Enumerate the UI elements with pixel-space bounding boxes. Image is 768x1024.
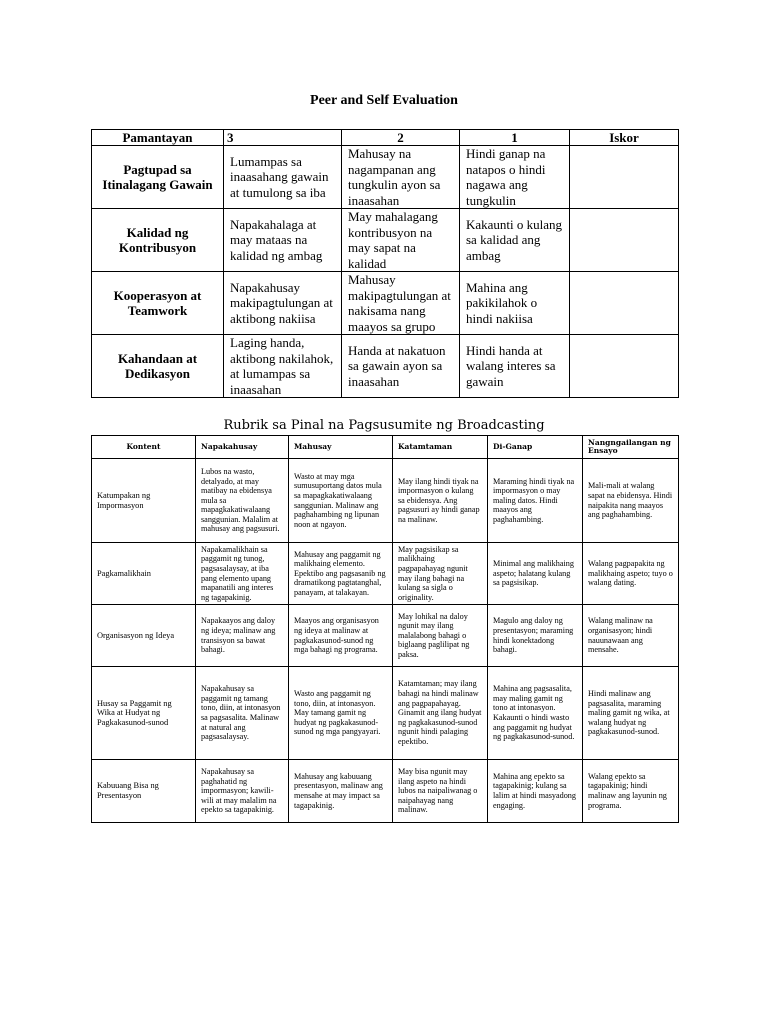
nangangailangan-cell: Mali-mali at walang sapat na ebidensya. Hindi naipakita nang maayos ang paghahambing.: [583, 459, 679, 543]
header-pamantayan: Pamantayan: [92, 130, 224, 146]
katamtaman-cell: Katamtaman; may ilang bahagi na hindi malinaw ang pagpapahayag. Ginamit ang ilang hudyat ng pagkakasunod-sunod ngunit hindi palaging epektibo.: [393, 667, 488, 760]
header-iskor: Iskor: [570, 130, 679, 146]
mahusay-cell: Mahusay ang kabuuang presentasyon, malinaw ang mensahe at may impact sa tagapakinig.: [289, 760, 393, 823]
criterion-cell: Organisasyon ng Ideya: [92, 605, 196, 667]
napakahusay-cell: Napakahusay sa paghahatid ng impormasyon; kawili-wili at may malalim na epekto sa tagapakinig.: [196, 760, 289, 823]
table-row: [92, 146, 679, 209]
table-row: [92, 209, 679, 272]
iskor-cell: [570, 209, 679, 272]
napakahusay-cell: Napakaayos ang daloy ng ideya; malinaw ang transisyon sa bawat bahagi.: [196, 605, 289, 667]
napakahusay-cell: Napakahusay sa paggamit ng tamang tono, diin, at intonasyon sa pagsasalita. Malinaw at natural ang pagsasalaysay.: [196, 667, 289, 760]
mahusay-cell: Maayos ang organisasyon ng ideya at malinaw at pagkakasunod-sunod ng mga bahagi ng programa.: [289, 605, 393, 667]
mahusay-cell: Wasto at may mga sumusuportang datos mula sa mapagkakatiwalaang sanggunian. Malinaw ang paghahambing ng lipunan noon at ngayon.: [289, 459, 393, 543]
table-header-row: [92, 436, 679, 459]
criterion-cell: Husay sa Paggamit ng Wika at Hudyat ng Pagkakasunod-sunod: [92, 667, 196, 760]
mahusay-cell: Wasto ang paggamit ng tono, diin, at intonasyon. May tamang gamit ng hudyat ng pagkakasunod-sunod ng mga pangyayari.: [289, 667, 393, 760]
nangangailangan-cell: Walang epekto sa tagapakinig; hindi malinaw ang layunin ng programa.: [583, 760, 679, 823]
score-1-cell: Mahina ang pakikilahok o hindi nakiisa: [460, 272, 570, 335]
broadcasting-rubric-table: [91, 435, 679, 823]
score-2-cell: Mahusay na nagampanan ang tungkulin ayon sa inaasahan: [342, 146, 460, 209]
table-row: [92, 667, 679, 760]
criterion-cell: Kabuuang Bisa ng Presentasyon: [92, 760, 196, 823]
criterion-cell: Kahandaan at Dedikasyon: [92, 335, 224, 398]
header-score-3: 3: [224, 130, 342, 146]
score-3-cell: Laging handa, aktibong nakilahok, at lumampas sa inaasahan: [224, 335, 342, 398]
nangangailangan-cell: Walang malinaw na organisasyon; hindi nauunawaan ang mensahe.: [583, 605, 679, 667]
criterion-cell: Pagtupad sa Itinalagang Gawain: [92, 146, 224, 209]
score-3-cell: Lumampas sa inaasahang gawain at tumulong sa iba: [224, 146, 342, 209]
table-row: [92, 605, 679, 667]
score-2-cell: Mahusay makipagtulungan at nakisama nang maayos sa grupo: [342, 272, 460, 335]
header-nangangailangan-ng-ensayo: Nangngailangan ng Ensayo: [583, 436, 679, 459]
napakahusay-cell: Lubos na wasto, detalyado, at may matibay na ebidensya mula sa mapagkakatiwalaang sanggunian. Malalim at mahusay ang pagsusuri.: [196, 459, 289, 543]
iskor-cell: [570, 272, 679, 335]
score-2-cell: May mahalagang kontribusyon na may sapat na kalidad: [342, 209, 460, 272]
iskor-cell: [570, 335, 679, 398]
di-ganap-cell: Mahina ang pagsasalita, may maling gamit ng tono at intonasyon. Kakaunti o hindi wasto ang paggamit ng hudyat ng pagkakasunod-sunod.: [488, 667, 583, 760]
peer-self-evaluation-table: [91, 129, 679, 398]
criterion-cell: Pagkamalikhain: [92, 543, 196, 605]
header-score-1: 1: [460, 130, 570, 146]
document-title: Peer and Self Evaluation: [310, 93, 458, 108]
napakahusay-cell: Napakamalikhain sa paggamit ng tunog, pagsasalaysay, at iba pang elemento upang mapanatili ang interes ng tagapakinig.: [196, 543, 289, 605]
di-ganap-cell: Maraming hindi tiyak na impormasyon o may maling datos. Hindi maayos ang paghahambing.: [488, 459, 583, 543]
katamtaman-cell: May pagsisikap sa malikhaing pagpapahayag ngunit may ilang bahagi na kulang sa sigla o originality.: [393, 543, 488, 605]
katamtaman-cell: May bisa ngunit may ilang aspeto na hindi lubos na naipaliwanag o naipahayag nang malinaw.: [393, 760, 488, 823]
table-row: [92, 335, 679, 398]
rubric-title: Rubrik sa Pinal na Pagsusumite ng Broadcasting: [223, 418, 545, 433]
header-napakahusay: Napakahusay: [196, 436, 289, 459]
di-ganap-cell: Minimal ang malikhaing aspeto; halatang kulang sa pagsisikap.: [488, 543, 583, 605]
nangangailangan-cell: Hindi malinaw ang pagsasalita, maraming maling gamit ng wika, at walang hudyat ng pagkakasunod-sunod.: [583, 667, 679, 760]
mahusay-cell: Mahusay ang paggamit ng malikhaing elemento. Epektibo ang pagsasanib ng dramatikong pagtatanghal, panayam, at talakayan.: [289, 543, 393, 605]
score-3-cell: Napakahusay makipagtulungan at aktibong nakiisa: [224, 272, 342, 335]
di-ganap-cell: Magulo ang daloy ng presentasyon; maraming hindi konektadong bahagi.: [488, 605, 583, 667]
header-kontent: Kontent: [92, 436, 196, 459]
table-row: [92, 760, 679, 823]
table-row: [92, 272, 679, 335]
table-header-row: [92, 130, 679, 146]
table-row: [92, 543, 679, 605]
header-score-2: 2: [342, 130, 460, 146]
di-ganap-cell: Mahina ang epekto sa tagapakinig; kulang sa lalim at hindi masyadong engaging.: [488, 760, 583, 823]
score-2-cell: Handa at nakatuon sa gawain ayon sa inaasahan: [342, 335, 460, 398]
score-1-cell: Kakaunti o kulang sa kalidad ang ambag: [460, 209, 570, 272]
nangangailangan-cell: Walang pagpapakita ng malikhaing aspeto; tuyo o walang dating.: [583, 543, 679, 605]
table-row: [92, 459, 679, 543]
header-katamtaman: Katamtaman: [393, 436, 488, 459]
criterion-cell: Kalidad ng Kontribusyon: [92, 209, 224, 272]
header-mahusay: Mahusay: [289, 436, 393, 459]
score-1-cell: Hindi ganap na natapos o hindi nagawa ang tungkulin: [460, 146, 570, 209]
katamtaman-cell: May ilang hindi tiyak na impormasyon o kulang sa ebidensya. Ang pagsusuri ay hindi ganap na malinaw.: [393, 459, 488, 543]
criterion-cell: Kooperasyon at Teamwork: [92, 272, 224, 335]
criterion-cell: Katumpakan ng Impormasyon: [92, 459, 196, 543]
katamtaman-cell: May lohikal na daloy ngunit may ilang malalabong bahagi o biglaang paglilipat ng paksa.: [393, 605, 488, 667]
header-di-ganap: Di-Ganap: [488, 436, 583, 459]
iskor-cell: [570, 146, 679, 209]
score-3-cell: Napakahalaga at may mataas na kalidad ng ambag: [224, 209, 342, 272]
score-1-cell: Hindi handa at walang interes sa gawain: [460, 335, 570, 398]
